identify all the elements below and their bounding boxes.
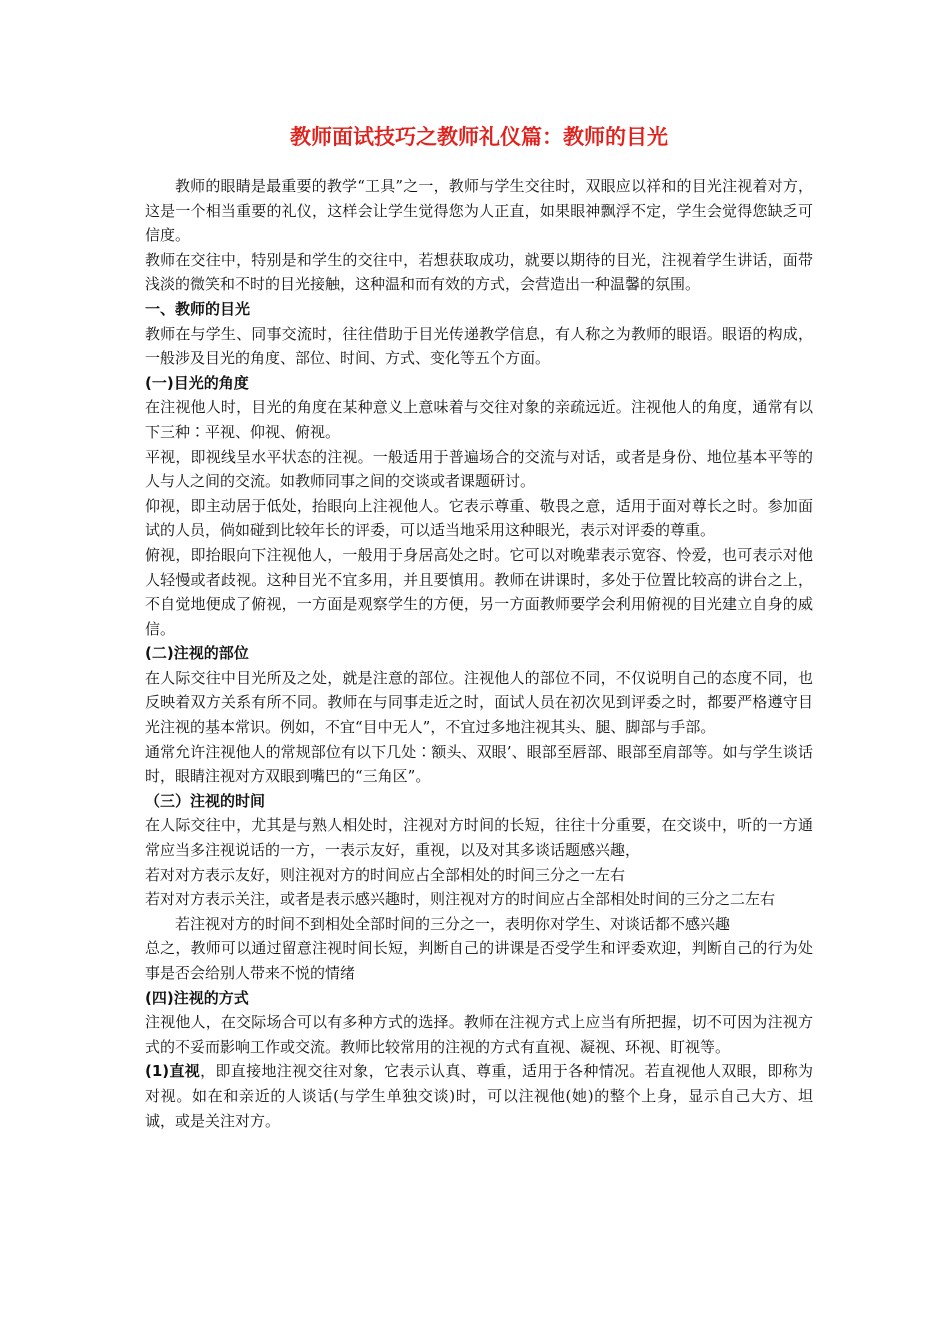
part-3-paragraph-1: 在人际交往中，尤其是与熟人相处时，注视对方时间的长短，往往十分重要，在交谈中，听的一方通常应当多注视说话的一方，一表示友好，重视，以及对其多谈话题感兴趣， [145,816,813,860]
part-2-heading: (二)注视的部位 [145,644,249,663]
part-4-heading: (四)注视的方式 [145,988,249,1007]
section-1-body: 教师在与学生、同事交流时，往往借助于目光传递教学信息，有人称之为教师的眼语。眼语的构成，一般涉及目光的角度、部位、时间、方式、变化等五个方面。 [145,324,813,368]
part-1-paragraph-2: 平视，即视线呈水平状态的注视。一般适用于普遍场合的交流与对话，或者是身份、地位基本平等的人与人之间的交流。如教师同事之间的交谈或者课题研讨。 [145,447,813,491]
part-1-paragraph-3: 仰视，即主动居于低处，抬眼向上注视他人。它表示尊重、敬畏之意，适用于面对尊长之时。参加面试的人员，倘如碰到比较年长的评委，可以适当地采用这种眼光，表示对评委的尊重。 [145,496,813,540]
intro-paragraph-2: 教师在交往中，特别是和学生的交往中，若想获取成功，就要以期待的目光，注视着学生讲话，面带浅淡的微笑和不时的目光接触，这种温和而有效的方式，会营造出一种温馨的氛围。 [145,250,813,294]
part-3-paragraph-2: 若对对方表示友好，则注视对方的时间应占全部相处的时间三分之一左右 [145,865,626,884]
section-1-heading: 一、教师的目光 [145,299,251,318]
part-4-paragraph-1: 注视他人，在交际场合可以有多种方式的选择。教师在注视方式上应当有所把握，切不可因为注视方式的不妥而影响工作或交流。教师比较常用的注视的方式有直视、凝视、环视、盯视等。 [145,1013,813,1056]
part-3-paragraph-3: 若对对方表示关注，或者是表示感兴趣时，则注视对方的时间应占全部相处时间的三分之二左右 [145,890,776,909]
part-1-paragraph-4: 俯视，即抬眼向下注视他人，一般用于身居高处之时。它可以对晚辈表示宽容、怜爱，也可表示对他人轻慢或者歧视。这种目光不宜多用，并且要慎用。教师在讲课时，多处于位置比较高的讲台之上，不自觉地便成了俯视，一方面是观察学生的方便，另一方面教师要学会利用俯视的目光建立自身的威信。 [145,545,813,638]
part-1-heading: (一)目光的角度 [145,373,249,392]
part-3-paragraph-4: 若注视对方的时间不到相处全部时间的三分之一，表明你对学生、对谈话都不感兴趣 [175,914,731,933]
part-2-paragraph-1: 在人际交往中目光所及之处，就是注意的部位。注视他人的部位不同，不仅说明自己的态度不同，也反映着双方关系有所不同。教师在与同事走近之时，面试人员在初次见到评委之时，都要严格遵守目光注视的基本常识。例如，不宜“目中无人”，不宜过多地注视其头、腿、脚部与手部。 [145,668,813,737]
document-page [145,122,813,1133]
part-2-paragraph-2: 通常允许注视他人的常规部位有以下几处∶额头、双眼’、眼部至唇部、眼部至肩部等。如与学生谈话时，眼睛注视对方双眼到嘴巴的“三角区”。 [145,742,813,786]
part-4-paragraph-2-lead: (1)直视 [145,1062,201,1081]
part-4-paragraph-2-rest: ，即直接地注视交往对象，它表示认真、尊重，适用于各种情况。若直视他人双眼，即称为对视。如在和亲近的人谈话(与学生单独交谈)时，可以注视他(她)的整个上身，显示自己大方、坦诚，或是关注对方。 [145,1062,813,1130]
part-3-paragraph-5: 总之，教师可以通过留意注视时间长短，判断自己的讲课是否受学生和评委欢迎，判断自己的行为处事是否会给别人带来不悦的情绪 [145,939,813,982]
part-4-paragraph-2 [145,1059,813,1133]
part-1-paragraph-1: 在注视他人时，目光的角度在某种意义上意味着与交往对象的亲疏远近。注视他人的角度，通常有以下三种∶平视、仰视、俯视。 [145,398,813,441]
intro-paragraph-1: 教师的眼睛是最重要的教学“工具”之一，教师与学生交往时，双眼应以祥和的目光注视着对方，这是一个相当重要的礼仪，这样会让学生觉得您为人正直，如果眼神飘浮不定，学生会觉得您缺乏可信度。 [145,177,813,245]
part-3-heading: （三）注视的时间 [145,791,266,810]
document-title: 教师面试技巧之教师礼仪篇：教师的目光 [290,125,668,149]
